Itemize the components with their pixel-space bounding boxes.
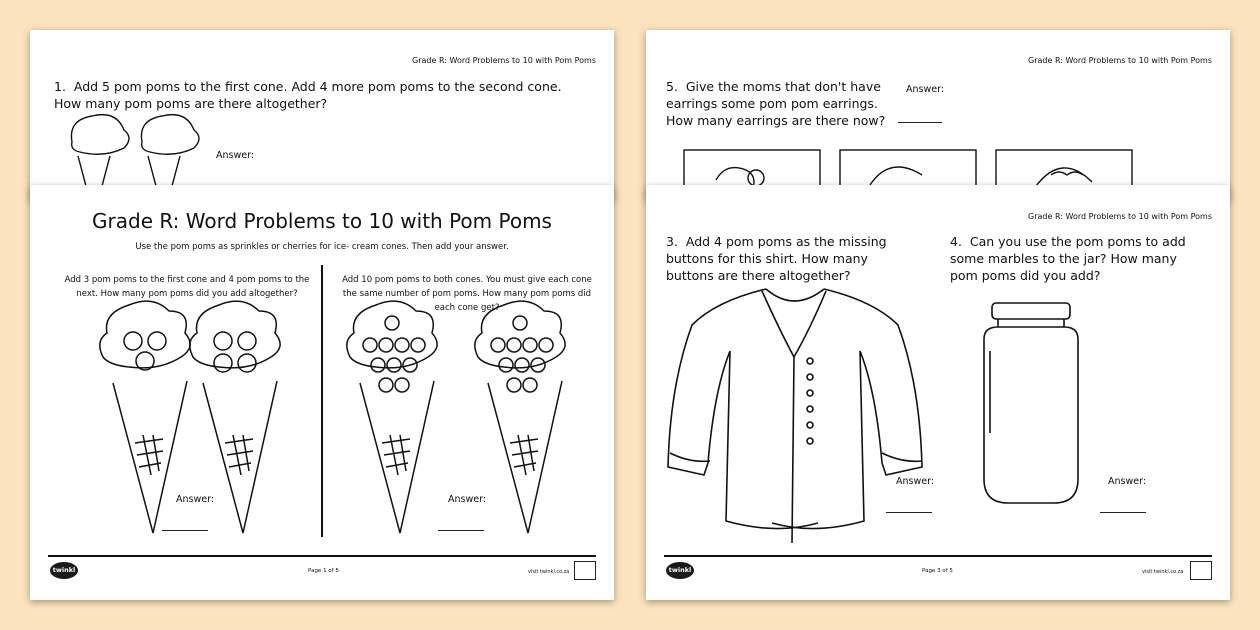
site-url: visit twinkl.co.za: [1142, 569, 1184, 575]
page-number: Page 1 of 5: [308, 568, 339, 574]
page-title: Grade R: Word Problems to 10 with Pom Poms: [92, 209, 552, 233]
question-right: Add 10 pom poms to both cones. You must give each cone the same number of pom poms. How many pom poms did each cone get?: [342, 275, 592, 313]
twinkl-logo: twinkl: [666, 562, 694, 579]
worksheet-page-back-right: [646, 30, 1230, 200]
question-5: 5. Give the moms that don't have earrings some pom pom earrings. How many earrings are there now?: [666, 79, 886, 128]
quality-badge-icon: [1190, 561, 1212, 580]
site-url: visit twinkl.co.za: [528, 569, 570, 575]
twinkl-logo: twinkl: [50, 562, 78, 579]
answer-label-right: Answer:: [1108, 476, 1147, 487]
worksheet-page-back-left: [30, 30, 614, 200]
answer-label-right: Answer:: [448, 494, 487, 505]
answer-label-left: Answer:: [896, 476, 935, 487]
ice-cream-cones-illustration: [30, 185, 614, 600]
page-header: Grade R: Word Problems to 10 with Pom Poms: [1028, 212, 1212, 221]
ice-cream-scoops-illustration: [30, 30, 614, 200]
worksheet-page-3: [646, 185, 1230, 600]
page-header: Grade R: Word Problems to 10 with Pom Poms: [412, 56, 596, 65]
answer-label-left: Answer:: [176, 494, 215, 505]
answer-label: Answer:: [216, 150, 255, 161]
page-header: Grade R: Word Problems to 10 with Pom Poms: [1028, 56, 1212, 65]
page-instructions: Use the pom poms as sprinkles or cherries for ice- cream cones. Then add your answer.: [135, 242, 509, 252]
question-1: 1. Add 5 pom poms to the first cone. Add 4 more pom poms to the second cone. How many pom poms are there altogether?: [54, 79, 562, 111]
answer-line-left: [886, 512, 932, 513]
shirt-and-jar-illustration: [646, 185, 1230, 600]
moms-faces-illustration: [646, 30, 1230, 200]
worksheet-page-1: [30, 185, 614, 600]
answer-line-right: [1100, 512, 1146, 513]
question-left: Add 3 pom poms to the first cone and 4 pom poms to the next. How many pom poms did you add altogether?: [64, 275, 310, 299]
question-4: 4. Can you use the pom poms to add some marbles to the jar? How many pom poms did you add?: [950, 234, 1186, 283]
quality-badge-icon: [574, 561, 596, 580]
footer-rule: [48, 555, 596, 557]
footer-rule: [664, 555, 1212, 557]
question-3: 3. Add 4 pom poms as the missing buttons for this shirt. How many buttons are there altogether?: [666, 234, 887, 283]
answer-label: Answer:: [906, 84, 945, 95]
page-number: Page 3 of 5: [922, 568, 953, 574]
